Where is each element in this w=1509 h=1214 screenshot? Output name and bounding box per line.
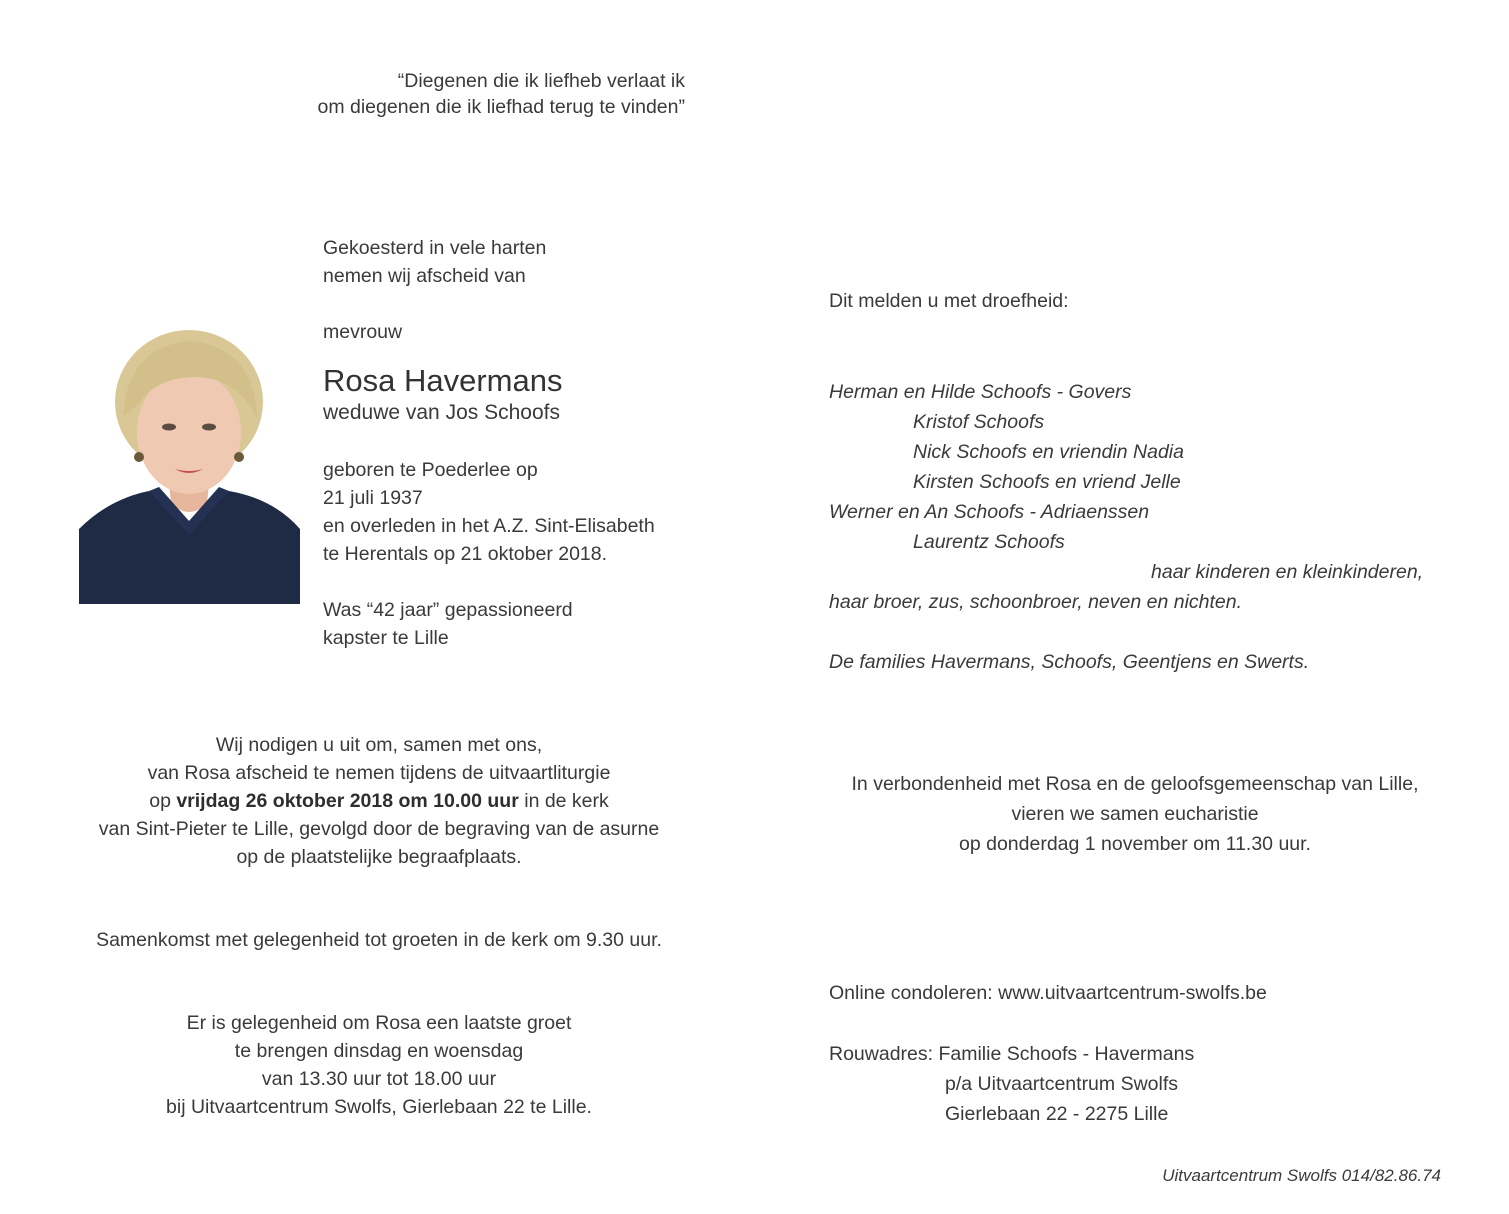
invitation-suffix: in de kerk [518, 790, 609, 812]
eucharist-info [820, 769, 1450, 859]
last-greeting-line: van 13.30 uur tot 18.00 uur [261, 1068, 497, 1090]
last-greeting-line: bij Uitvaartcentrum Swolfs, Gierlebaan 22 te Lille. [166, 1096, 592, 1118]
memorial-quote [180, 68, 685, 120]
portrait-photo [79, 307, 300, 604]
last-greeting-line: Er is gelegenheid om Rosa een laatste groet [186, 1012, 572, 1034]
mourning-address [829, 1039, 1194, 1129]
invitation-line: van Sint-Pieter te Lille, gevolgd door de begraving van de asurne [98, 818, 660, 840]
deceased-name: Rosa Havermans [323, 363, 563, 398]
intro-line: Gekoesterd in vele harten [323, 237, 547, 259]
family-families: De families Havermans, Schoofs, Geentjens en Swerts. [829, 651, 1310, 673]
last-greeting-line: te brengen dinsdag en woensdag [234, 1040, 524, 1062]
family-siblings: haar broer, zus, schoonbroer, neven en nichten. [829, 591, 1243, 613]
invitation-line: op de plaatstelijke begraafplaats. [236, 846, 522, 868]
online-condolence: Online condoleren: www.uitvaartcentrum-swolfs.be [829, 982, 1267, 1004]
family-grandchild: Nick Schoofs en vriendin Nadia [913, 441, 1184, 463]
address-line: p/a Uitvaartcentrum Swolfs [945, 1073, 1179, 1095]
address-line: Rouwadres: Familie Schoofs - Havermans [829, 1043, 1195, 1065]
honorific: mevrouw [323, 321, 403, 343]
family-list [829, 377, 1423, 677]
address-line: Gierlebaan 22 - 2275 Lille [945, 1103, 1169, 1125]
family-summary: haar kinderen en kleinkinderen, [1151, 561, 1424, 583]
portrait-illustration [79, 307, 300, 604]
intro-text [323, 234, 546, 290]
widow-of: weduwe van Jos Schoofs [323, 401, 560, 424]
family-child: Werner en An Schoofs - Adriaenssen [829, 501, 1150, 523]
invitation-prefix: op [149, 790, 177, 812]
intro-line: nemen wij afscheid van [323, 265, 526, 287]
family-spacer [829, 617, 1423, 647]
eucharist-line: op donderdag 1 november om 11.30 uur. [959, 833, 1311, 855]
family-grandchild: Kristof Schoofs [913, 411, 1045, 433]
quote-line: “Diegenen die ik liefheb verlaat ik [397, 70, 685, 92]
death-line: en overleden in het A.Z. Sint-Elisabeth [323, 515, 655, 537]
eucharist-line: In verbondenheid met Rosa en de geloofsgemeenschap van Lille, [851, 773, 1419, 795]
birth-line: geboren te Poederlee op [323, 459, 538, 481]
invitation-date-line [60, 787, 698, 815]
gathering-info: Samenkomst met gelegenheid tot groeten in de kerk om 9.30 uur. [96, 929, 662, 951]
funeral-invitation [60, 731, 698, 871]
service-datetime: vrijdag 26 oktober 2018 om 10.00 uur [176, 790, 519, 812]
family-grandchild: Kirsten Schoofs en vriend Jelle [913, 471, 1181, 493]
funeral-home-footer: Uitvaartcentrum Swolfs 014/82.86.74 [1162, 1166, 1441, 1185]
career-line: kapster te Lille [323, 627, 449, 649]
eucharist-line: vieren we samen eucharistie [1011, 803, 1259, 825]
quote-line: om diegenen die ik liefhad terug te vinden” [317, 96, 685, 118]
announcement: Dit melden u met droefheid: [829, 290, 1069, 312]
death-date: te Herentals op 21 oktober 2018. [323, 543, 608, 565]
family-grandchild: Laurentz Schoofs [913, 531, 1065, 553]
last-greeting-info [60, 1009, 698, 1121]
career-text [323, 596, 573, 652]
birth-death-details [323, 456, 655, 568]
career-line: Was “42 jaar” gepassioneerd [323, 599, 573, 621]
birth-date: 21 juli 1937 [323, 487, 423, 509]
invitation-line: Wij nodigen u uit om, samen met ons, [215, 734, 543, 756]
family-child: Herman en Hilde Schoofs - Govers [829, 381, 1132, 403]
invitation-line: van Rosa afscheid te nemen tijdens de uitvaartliturgie [147, 762, 611, 784]
